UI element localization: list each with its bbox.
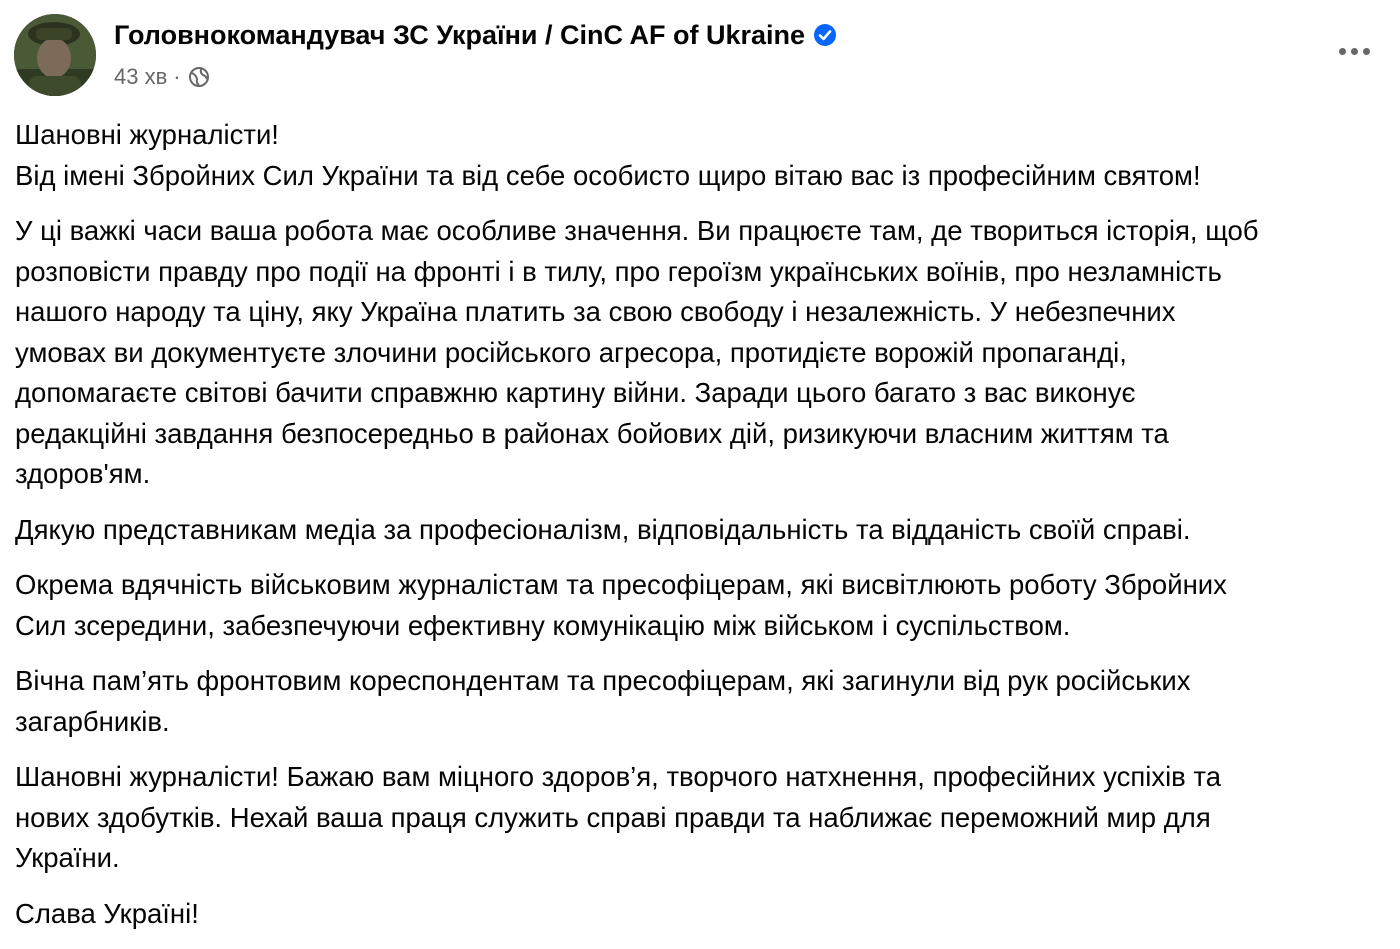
more-options-icon — [1339, 48, 1346, 55]
paragraph-line: Вічна пам’ять фронтовим кореспондентам та пресофіцерам, які загинули від рук російських — [15, 665, 1191, 696]
paragraph-line: нашого народу та ціну, яку Україна платить за свою свободу і незалежність. У небезпечних — [15, 296, 1176, 327]
paragraph-line: Дякую представникам медіа за професіоналізм, відповідальність та відданість своїй справі. — [15, 513, 1191, 545]
author-name: Головнокомандувач ЗС України / CinC AF of Ukraine — [114, 20, 806, 50]
avatar-photo — [14, 14, 96, 96]
paragraph-line: Від імені Збройних Сил України та від себе особисто щиро вітаю вас із професійним святом! — [15, 159, 1201, 191]
post-paragraph — [15, 115, 1385, 196]
paragraph-line: У ці важкі часи ваша робота має особливе значення. Ви працюєте там, де твориться історія, щоб — [15, 215, 1259, 246]
paragraph-line: розповісти правду про події на фронті і в тилу, про героїзм українських воїнів, про незламність — [15, 255, 1222, 287]
paragraph-line: Окрема вдячність військовим журналістам та пресофіцерам, які висвітлюють роботу Збройних — [15, 569, 1227, 600]
author-avatar[interactable] — [14, 14, 96, 96]
author-name-link[interactable] — [114, 20, 837, 51]
paragraph-line: нових здобутків. Нехай ваша праця служить справі правди та наближає переможний мир для — [15, 801, 1211, 833]
post-body — [15, 115, 1385, 949]
more-options-icon-dot — [1363, 48, 1370, 55]
post-paragraph — [15, 757, 1385, 879]
paragraph-line: умовах ви документуєте злочини російського агресора, протидієте ворожій пропаганді, — [15, 336, 1127, 368]
paragraph-line: загарбників. — [15, 705, 170, 737]
paragraph-line: України. — [15, 842, 120, 873]
globe-icon[interactable] — [187, 65, 211, 89]
post-paragraph — [15, 661, 1385, 742]
post-paragraph — [15, 894, 1385, 935]
paragraph-line: Шановні журналісти! — [15, 119, 279, 150]
post-timestamp[interactable]: 43 хв — [114, 64, 168, 89]
paragraph-line: допомагаєте світові бачити справжню картину війни. Заради цього багато з вас виконує — [15, 377, 1136, 408]
more-options-icon-dot — [1351, 48, 1358, 55]
post-header — [14, 14, 1386, 96]
post-paragraph — [15, 211, 1385, 495]
post-meta — [114, 64, 211, 90]
verified-badge-icon — [813, 23, 837, 47]
paragraph-line: здоров'ям. — [15, 458, 151, 489]
paragraph-line: Шановні журналісти! Бажаю вам міцного здоров’я, творчого натхнення, професійних успіхів та — [15, 761, 1222, 792]
paragraph-line: редакційні завдання безпосередньо в районах бойових дій, ризикуючи власним життям та — [15, 417, 1169, 449]
more-options-button[interactable] — [1332, 36, 1376, 66]
meta-separator: · — [173, 64, 181, 89]
post-paragraph — [15, 510, 1385, 551]
paragraph-line: Слава Україні! — [15, 897, 199, 929]
post-paragraph — [15, 565, 1385, 646]
paragraph-line: Сил зсередини, забезпечуючи ефективну комунікацію між військом і суспільством. — [15, 609, 1071, 641]
